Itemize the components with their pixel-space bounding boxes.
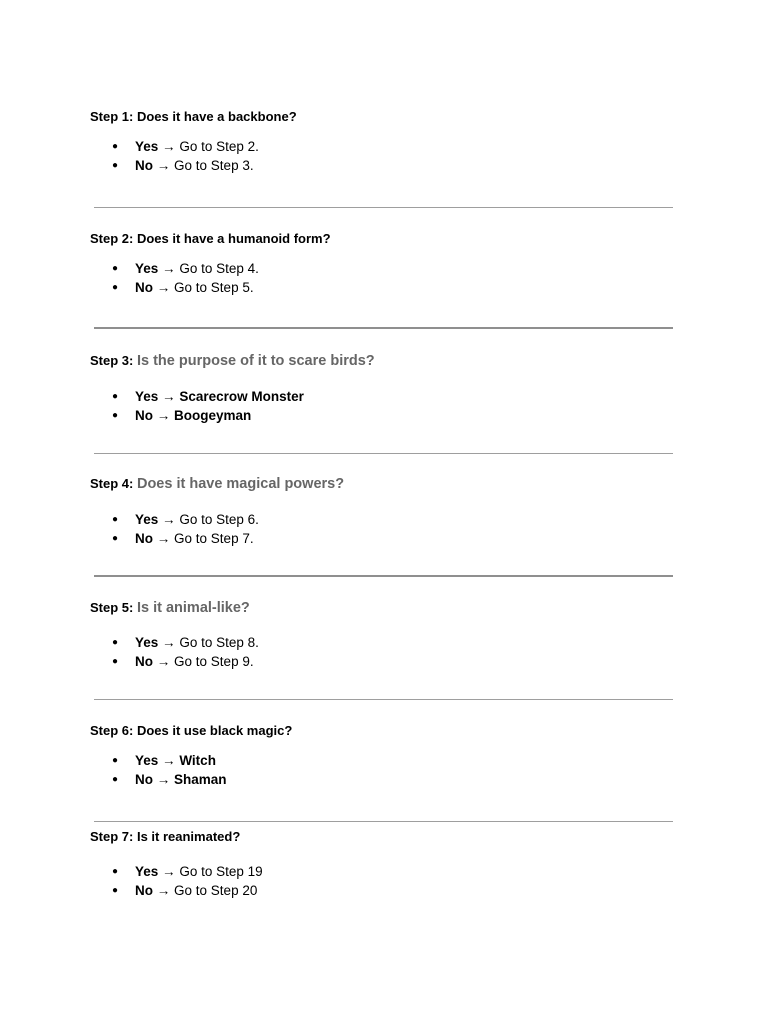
options-list — [112, 633, 259, 671]
option-answer: No — [135, 883, 153, 898]
option-destination: Go to Step 9. — [174, 654, 254, 669]
option-answer: Yes — [135, 512, 159, 527]
option-yes — [112, 259, 259, 278]
option-no — [112, 156, 259, 175]
option-destination: Shaman — [174, 772, 227, 787]
option-yes — [112, 137, 259, 156]
option-yes — [112, 387, 304, 406]
option-answer: No — [135, 158, 153, 173]
step-label: Step 1: — [90, 109, 134, 124]
bullet-icon: ● — [112, 263, 119, 274]
bullet-icon: ● — [112, 160, 119, 171]
bullet-icon: ● — [112, 533, 119, 544]
arrow-icon: → — [156, 654, 171, 669]
arrow-icon: → — [162, 512, 176, 527]
option-answer: Yes — [135, 635, 159, 650]
divider — [94, 575, 673, 577]
option-no — [112, 529, 259, 548]
divider — [94, 699, 673, 700]
step-question: Is it reanimated? — [136, 829, 241, 844]
bullet-icon: ● — [112, 410, 119, 421]
option-destination: Go to Step 8. — [179, 635, 259, 650]
step-heading — [90, 231, 680, 247]
step-label: Step 5: — [90, 600, 134, 615]
option-answer: Yes — [135, 261, 159, 276]
bullet-icon: ● — [112, 141, 119, 152]
step-7 — [90, 829, 680, 898]
step-question: Does it have a humanoid form? — [136, 231, 331, 246]
divider — [94, 327, 673, 329]
option-destination: Go to Step 5. — [174, 280, 254, 295]
step-heading — [90, 109, 680, 125]
step-question: Is it animal-like? — [136, 600, 250, 616]
arrow-icon: → — [156, 883, 171, 898]
divider — [94, 821, 673, 822]
options-list — [112, 862, 263, 900]
option-answer: Yes — [135, 139, 159, 154]
step-label: Step 7: — [90, 829, 134, 844]
option-yes — [112, 633, 259, 652]
step-heading — [90, 829, 680, 845]
step-question: Does it have a backbone? — [136, 109, 297, 124]
option-no — [112, 278, 259, 297]
options-list — [112, 510, 259, 548]
option-destination: Go to Step 3. — [174, 158, 254, 173]
options-list — [112, 387, 304, 425]
divider — [94, 453, 673, 454]
option-destination: Go to Step 4. — [179, 261, 259, 276]
arrow-icon: → — [156, 280, 171, 295]
arrow-icon: → — [162, 261, 176, 276]
option-yes — [112, 751, 227, 770]
step-heading — [90, 476, 680, 492]
option-destination: Go to Step 19 — [179, 864, 263, 879]
option-yes — [112, 862, 263, 881]
step-question: Is the purpose of it to scare birds? — [136, 353, 375, 369]
option-no — [112, 881, 263, 900]
option-yes — [112, 510, 259, 529]
step-3 — [90, 353, 680, 423]
option-destination: Go to Step 2. — [179, 139, 259, 154]
divider — [94, 207, 673, 208]
option-answer: Yes — [135, 753, 159, 768]
bullet-icon: ● — [112, 391, 119, 402]
step-6 — [90, 723, 680, 787]
option-answer: No — [135, 280, 153, 295]
option-answer: Yes — [135, 389, 159, 404]
option-destination: Boogeyman — [174, 408, 252, 423]
bullet-icon: ● — [112, 866, 119, 877]
step-2 — [90, 231, 680, 295]
step-label: Step 3: — [90, 353, 134, 368]
option-destination: Witch — [179, 753, 216, 768]
arrow-icon: → — [162, 864, 176, 879]
arrow-icon: → — [162, 753, 176, 768]
arrow-icon: → — [156, 531, 171, 546]
bullet-icon: ● — [112, 656, 119, 667]
step-heading — [90, 600, 680, 616]
option-answer: No — [135, 531, 153, 546]
option-answer: No — [135, 408, 153, 423]
option-destination: Scarecrow Monster — [179, 389, 304, 404]
arrow-icon: → — [156, 158, 171, 173]
bullet-icon: ● — [112, 282, 119, 293]
option-destination: Go to Step 20 — [174, 883, 258, 898]
bullet-icon: ● — [112, 637, 119, 648]
options-list — [112, 137, 259, 175]
options-list — [112, 259, 259, 297]
bullet-icon: ● — [112, 755, 119, 766]
option-destination: Go to Step 6. — [179, 512, 259, 527]
step-question: Does it use black magic? — [136, 723, 293, 738]
step-5 — [90, 600, 680, 669]
bullet-icon: ● — [112, 885, 119, 896]
step-4 — [90, 476, 680, 546]
bullet-icon: ● — [112, 514, 119, 525]
step-question: Does it have magical powers? — [136, 476, 345, 492]
arrow-icon: → — [156, 772, 171, 787]
step-label: Step 4: — [90, 476, 134, 491]
step-heading — [90, 723, 680, 739]
arrow-icon: → — [156, 408, 171, 423]
option-no — [112, 652, 259, 671]
option-answer: No — [135, 772, 153, 787]
options-list — [112, 751, 227, 789]
step-1 — [90, 109, 680, 173]
arrow-icon: → — [162, 139, 176, 154]
arrow-icon: → — [162, 389, 176, 404]
step-label: Step 2: — [90, 231, 134, 246]
option-answer: Yes — [135, 864, 159, 879]
arrow-icon: → — [162, 635, 176, 650]
step-label: Step 6: — [90, 723, 134, 738]
option-answer: No — [135, 654, 153, 669]
bullet-icon: ● — [112, 774, 119, 785]
step-heading — [90, 353, 680, 369]
option-destination: Go to Step 7. — [174, 531, 254, 546]
option-no — [112, 770, 227, 789]
option-no — [112, 406, 304, 425]
